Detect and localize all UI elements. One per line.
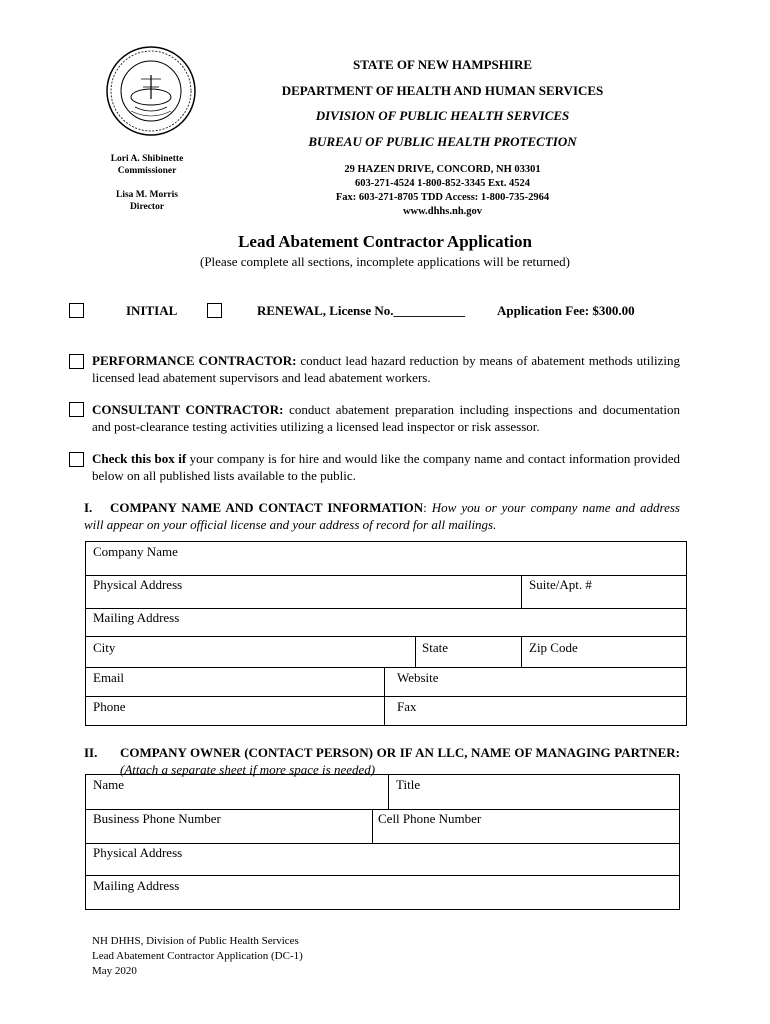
initial-label: INITIAL	[126, 303, 178, 318]
consultant-contractor-text	[92, 401, 680, 435]
owner-mailing-address-field[interactable]: Mailing Address	[93, 878, 180, 893]
director-role: Director	[129, 202, 165, 212]
owner-title-field[interactable]: Title	[396, 777, 421, 792]
director-name: Lisa M. Morris	[115, 190, 178, 200]
cell-phone-field[interactable]: Cell Phone Number	[378, 811, 482, 826]
header-website: www.dhhs.nh.gov	[402, 206, 483, 217]
mailing-address-field[interactable]: Mailing Address	[93, 610, 180, 625]
fax-field[interactable]: Fax	[397, 699, 417, 714]
owner-info-table	[85, 774, 680, 910]
header-department: DEPARTMENT OF HEALTH AND HUMAN SERVICES	[281, 83, 604, 98]
section-2-number: II.	[84, 745, 98, 760]
website-field[interactable]: Website	[397, 670, 439, 685]
header-division: DIVISION OF PUBLIC HEALTH SERVICES	[315, 108, 570, 123]
physical-address-field[interactable]: Physical Address	[93, 577, 183, 592]
performance-desc: conduct lead hazard reduction by means of abatement methods utilizing licensed lead abatement supervisors and lead abatement workers.	[92, 353, 680, 385]
owner-physical-address-field[interactable]: Physical Address	[93, 845, 183, 860]
business-phone-field[interactable]: Business Phone Number	[93, 811, 221, 826]
company-info-table	[85, 541, 687, 726]
header-contact-block	[210, 163, 675, 219]
section-2-heading	[84, 744, 680, 778]
header-phones: 603-271-4524 1-800-852-3345 Ext. 4524	[355, 178, 530, 189]
header-bureau: BUREAU OF PUBLIC HEALTH PROTECTION	[308, 134, 577, 149]
performance-contractor-checkbox[interactable]	[69, 354, 84, 369]
commissioner-role: Commissioner	[117, 166, 177, 176]
phone-field[interactable]: Phone	[93, 699, 126, 714]
form-subtitle: (Please complete all sections, incomplete applications will be returned)	[199, 254, 571, 269]
application-fee: Application Fee: $300.00	[497, 303, 635, 318]
renewal-checkbox[interactable]	[207, 303, 222, 318]
initial-checkbox[interactable]	[69, 303, 84, 318]
footer-division: NH DHHS, Division of Public Health Services	[92, 935, 299, 947]
section-2-note: (Attach a separate sheet if more space is needed)	[120, 762, 376, 777]
section-1-note: How you or your company name and address will appear on your official license and your address of record for all mailings.	[84, 500, 680, 532]
header-state: STATE OF NEW HAMPSHIRE	[352, 57, 533, 72]
section-1-number: I.	[84, 500, 93, 515]
company-name-field[interactable]: Company Name	[93, 544, 178, 559]
email-field[interactable]: Email	[93, 670, 125, 685]
consultant-head: CONSULTANT CONTRACTOR:	[92, 402, 284, 417]
owner-name-field[interactable]: Name	[93, 777, 125, 792]
performance-contractor-text	[92, 352, 680, 386]
check-desc: your company is for hire and would like the company name and contact information provided below on all published lists available to the public.	[92, 451, 680, 483]
city-field[interactable]: City	[93, 640, 116, 655]
performance-head: PERFORMANCE CONTRACTOR:	[92, 353, 297, 368]
suite-field[interactable]: Suite/Apt. #	[529, 577, 592, 592]
public-listing-text	[92, 450, 680, 484]
section-2-title: COMPANY OWNER (CONTACT PERSON) OR IF AN LLC, NAME OF MANAGING PARTNER:	[120, 745, 680, 760]
commissioner-name: Lori A. Shibinette	[110, 154, 184, 164]
section-1-title: COMPANY NAME AND CONTACT INFORMATION	[110, 500, 424, 515]
form-title: Lead Abatement Contractor Application	[238, 232, 532, 251]
state-seal	[105, 45, 197, 137]
section-1-colon: :	[423, 500, 432, 515]
footer-form-name: Lead Abatement Contractor Application (DC-1)	[92, 950, 303, 962]
officials-block	[92, 153, 202, 213]
footer-date: May 2020	[92, 965, 137, 977]
consultant-contractor-checkbox[interactable]	[69, 402, 84, 417]
zip-code-field[interactable]: Zip Code	[529, 640, 578, 655]
section-1-heading	[84, 499, 680, 533]
header-address: 29 HAZEN DRIVE, CONCORD, NH 03301	[344, 164, 541, 175]
public-listing-checkbox[interactable]	[69, 452, 84, 467]
consultant-desc: conduct abatement preparation including inspections and documentation and post-clearance testing activities utilizing a licensed lead inspector or risk assessor.	[92, 402, 680, 434]
page-footer	[92, 934, 303, 979]
header-fax: Fax: 603-271-8705 TDD Access: 1-800-735-2964	[335, 192, 550, 203]
state-field[interactable]: State	[422, 640, 448, 655]
check-head: Check this box if	[92, 451, 187, 466]
renewal-label: RENEWAL, License No.___________	[257, 303, 466, 318]
